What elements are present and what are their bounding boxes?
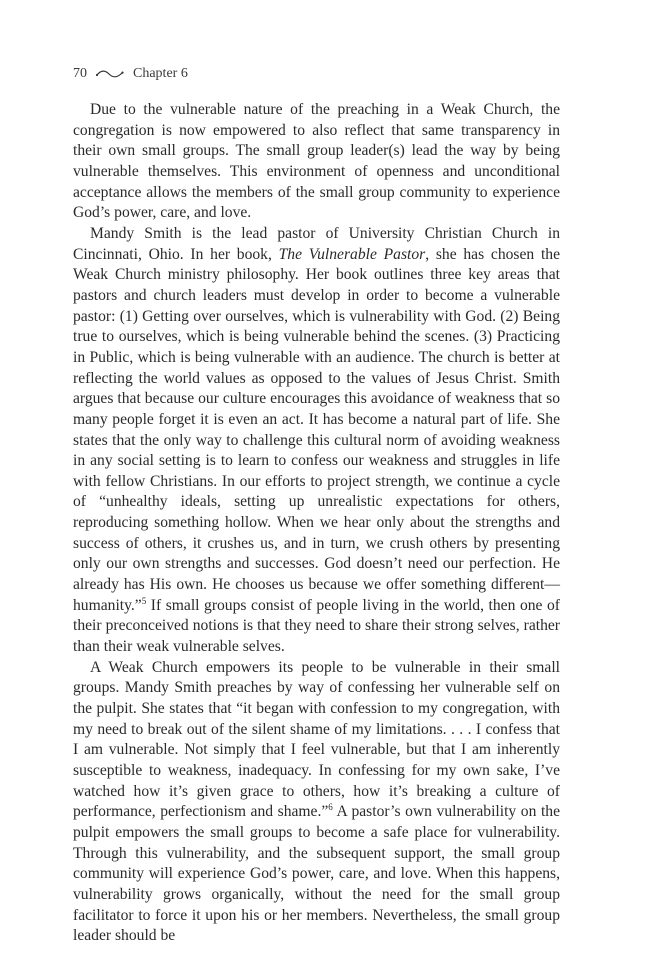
paragraph-2-text-a: Mandy Smith is the lead pastor of University Christian Church in Cincinnati, Ohio. In her book,	[73, 224, 560, 263]
book-page	[73, 64, 560, 947]
paragraph-3	[73, 658, 560, 947]
chapter-title: Chapter 6	[133, 66, 188, 81]
footnote-ref-6[interactable]: 6	[328, 802, 333, 813]
swash-ornament-icon	[95, 68, 125, 80]
paragraph-2	[73, 224, 560, 658]
footnote-ref-5[interactable]: 5	[141, 595, 147, 606]
paragraph-3-text-b: A pastor’s own vulnerability on the pulpit empowers the small groups to become a safe place for vulnerability. Through this vulnerability, and the subsequent support, the small group community will experience God’s power, care, and love. When this happens, vulnerability grows organically, without the need for the small group facilitator to force it upon his or her members. Nevertheless, the small group leader should be	[73, 803, 560, 945]
page-number: 70	[73, 66, 87, 81]
book-title: The Vulnerable Pastor	[278, 245, 426, 263]
paragraph-3-text-a: A Weak Church empowers its people to be vulnerable in their small groups. Mandy Smith preaches by way of confessing her vulnerable self on the pulpit. She states that “it began with confession to my congregation, with my need to break out of the silent shame of my limitations. . . . I confess that I am vulnerable. Not simply that I feel vulnerable, but that I am inherently susceptible to weakness, inadequacy. In confessing for my own sake, I’ve watched how it’s given grace to others, how it’s breaking a culture of performance, perfectionism and shame.”	[73, 658, 560, 821]
running-head	[73, 64, 560, 84]
paragraph-1: Due to the vulnerable nature of the preaching in a Weak Church, the congregation is now empowered to also reflect that same transparency in their own small groups. The small group leader(s) lead the way by being vulnerable themselves. This environment of openness and unconditional acceptance allows the members of the small group community to experience God’s power, care, and love.	[73, 101, 560, 222]
paragraph-2-text-c: If small groups consist of people living in the world, then one of their preconceived notions is that they need to share their strong selves, rather than their weak vulnerable selves.	[73, 596, 560, 656]
body-text	[73, 100, 560, 947]
paragraph-2-text-b: , she has chosen the Weak Church ministry philosophy. Her book outlines three key areas that pastors and church leaders must develop in order to become a vulnerable pastor: (1) Getting over ourselves, which is vulnerability with God. (2) Being true to ourselves, which is being vulnerable behind the scenes. (3) Practicing in Public, which is being vulnerable with an audience. The church is better at reflecting the world values as opposed to the values of Jesus Christ. Smith argues that because our culture encourages this avoidance of weakness that so many people forget it is even an act. It has become a natural part of life. She states that the only way to challenge this cultural norm of avoiding weakness in any social setting is to learn to confess our weakness and struggles in life with fellow Christians. In our efforts to project strength, we continue a cycle of “unhealthy ideals, setting up unrealistic expectations for others, reproducing something hollow. When we hear only about the strengths and success of others, it crushes us, and in turn, we crush others by presenting only our own strengths and successes. God doesn’t need our perfection. He already has His own. He chooses us because we offer something different—humanity.”	[73, 245, 560, 614]
